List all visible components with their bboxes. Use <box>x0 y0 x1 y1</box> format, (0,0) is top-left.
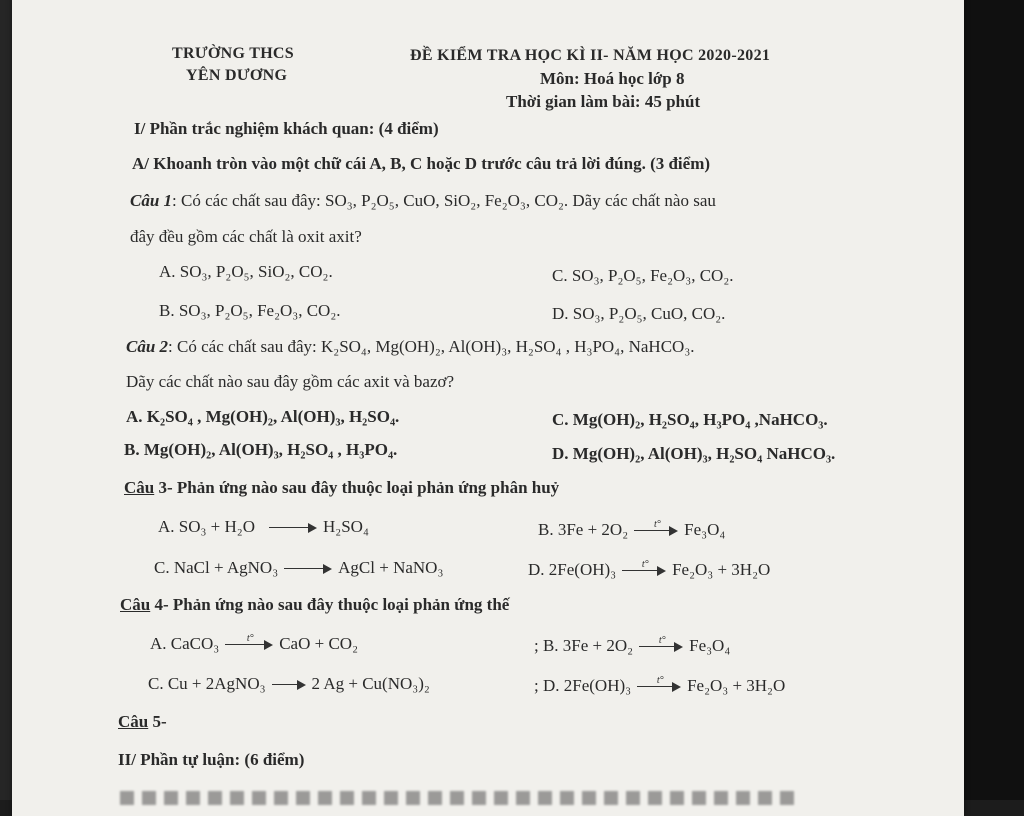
q1-option-a: A. SO₃, P₂O₅, SiO₂, CO₂. <box>159 262 333 281</box>
reaction-arrow-heat: t° <box>637 682 681 692</box>
q4-c-products: 2 Ag + Cu(NO₃)₂ <box>311 674 430 693</box>
q3-b-reactants: B. 3Fe + 2O₂ <box>538 520 629 539</box>
q4-a-reactants: A. CaCO₃ <box>150 634 220 653</box>
q4-text <box>120 595 509 615</box>
q4-question: 4- Phản ứng nào sau đây thuộc loại phản ứng thế <box>150 595 510 614</box>
q2-text <box>126 337 695 357</box>
q4-option-a <box>150 634 358 654</box>
q5-text <box>118 712 167 732</box>
q3-d-reactants: D. 2Fe(OH)₃ <box>528 560 617 579</box>
reaction-arrow-heat: t° <box>622 566 666 576</box>
cut-off-line <box>120 791 800 805</box>
q3-a-reactants: A. SO₃ + H₂O <box>158 517 256 536</box>
q3-b-products: Fe₃O₄ <box>684 520 726 539</box>
q4-d-products: Fe₂O₃ + 3H₂O <box>687 676 786 695</box>
reaction-arrow <box>272 680 306 690</box>
reaction-arrow-heat: t° <box>225 640 273 650</box>
q3-d-products: Fe₂O₃ + 3H₂O <box>672 560 771 579</box>
q5-label: Câu <box>118 712 149 731</box>
q1-label: Câu 1 <box>130 191 173 210</box>
q3-option-b <box>538 520 725 540</box>
q3-c-products: AgCl + NaNO₃ <box>338 558 444 577</box>
q2-option-a: A. K₂SO₄ , Mg(OH)₂, Al(OH)₃, H₂SO₄. <box>126 407 400 426</box>
exam-duration: Thời gian làm bài: 45 phút <box>506 92 701 111</box>
q2-option-d: D. Mg(OH)₂, Al(OH)₃, H₂SO₄ NaHCO₃. <box>552 444 836 463</box>
reaction-arrow-heat: t° <box>634 526 678 536</box>
q4-b-products: Fe₃O₄ <box>689 636 731 655</box>
q1-line1: : Có các chất sau đây: SO₃, P₂O₅, CuO, SiO₂, Fe₂O₃, CO₂. Dãy các chất nào sau <box>172 191 716 210</box>
part2-title: II/ Phần tự luận: (6 điểm) <box>118 750 305 769</box>
q4-c-reactants: C. Cu + 2AgNO₃ <box>148 674 266 693</box>
q3-question: 3- Phản ứng nào sau đây thuộc loại phản ứng phân huỷ <box>154 478 560 497</box>
q2-label: Câu 2 <box>126 337 169 356</box>
q4-b-reactants: ; B. 3Fe + 2O₂ <box>534 636 634 655</box>
q2-line2: Dãy các chất nào sau đây gồm các axit và bazơ? <box>126 372 455 391</box>
q1-text <box>130 191 716 211</box>
school-line1: TRƯỜNG THCS <box>172 45 294 62</box>
school-line2: YÊN DƯƠNG <box>186 67 288 84</box>
q2-line1: : Có các chất sau đây: K₂SO₄, Mg(OH)₂, Al(OH)₃, H₂SO₄ , H₃PO₄, NaHCO₃. <box>168 337 695 356</box>
q4-d-reactants: ; D. 2Fe(OH)₃ <box>534 676 632 695</box>
exam-subject: Môn: Hoá học lớp 8 <box>540 69 685 88</box>
q4-label: Câu <box>120 595 151 614</box>
q4-option-c <box>148 674 430 694</box>
q4-option-b <box>534 636 730 656</box>
exam-paper <box>12 0 964 816</box>
reaction-arrow <box>284 564 332 574</box>
q4-a-products: CaO + CO₂ <box>279 634 359 653</box>
q1-option-b: B. SO₃, P₂O₅, Fe₂O₃, CO₂. <box>159 301 341 320</box>
reaction-arrow-heat: t° <box>639 642 683 652</box>
q2-option-c: C. Mg(OH)₂, H₂SO₄, H₃PO₄ ,NaHCO₃. <box>552 410 828 429</box>
q3-option-a <box>158 517 369 537</box>
q1-line2: đây đều gồm các chất là oxit axit? <box>130 227 362 246</box>
exam-title: ĐỀ KIỂM TRA HỌC KÌ II- NĂM HỌC 2020-2021 <box>410 47 771 64</box>
q1-option-c: C. SO₃, P₂O₅, Fe₂O₃, CO₂. <box>552 266 734 285</box>
part1-title: I/ Phần trắc nghiệm khách quan: (4 điểm) <box>134 119 439 138</box>
reaction-arrow <box>269 523 317 533</box>
q3-option-d <box>528 560 770 580</box>
q4-option-d <box>534 676 785 696</box>
section-a-instruction: A/ Khoanh tròn vào một chữ cái A, B, C hoặc D trước câu trả lời đúng. (3 điểm) <box>132 154 711 173</box>
q2-option-b: B. Mg(OH)₂, Al(OH)₃, H₂SO₄ , H₃PO₄. <box>124 440 398 459</box>
q3-label: Câu <box>124 478 155 497</box>
q3-option-c <box>154 558 443 578</box>
background-right <box>964 0 1024 800</box>
q1-option-d: D. SO₃, P₂O₅, CuO, CO₂. <box>552 304 726 323</box>
q3-c-reactants: C. NaCl + AgNO₃ <box>154 558 279 577</box>
q3-text <box>124 478 559 498</box>
q5-number: 5- <box>148 712 167 731</box>
q3-a-products: H₂SO₄ <box>323 517 369 536</box>
